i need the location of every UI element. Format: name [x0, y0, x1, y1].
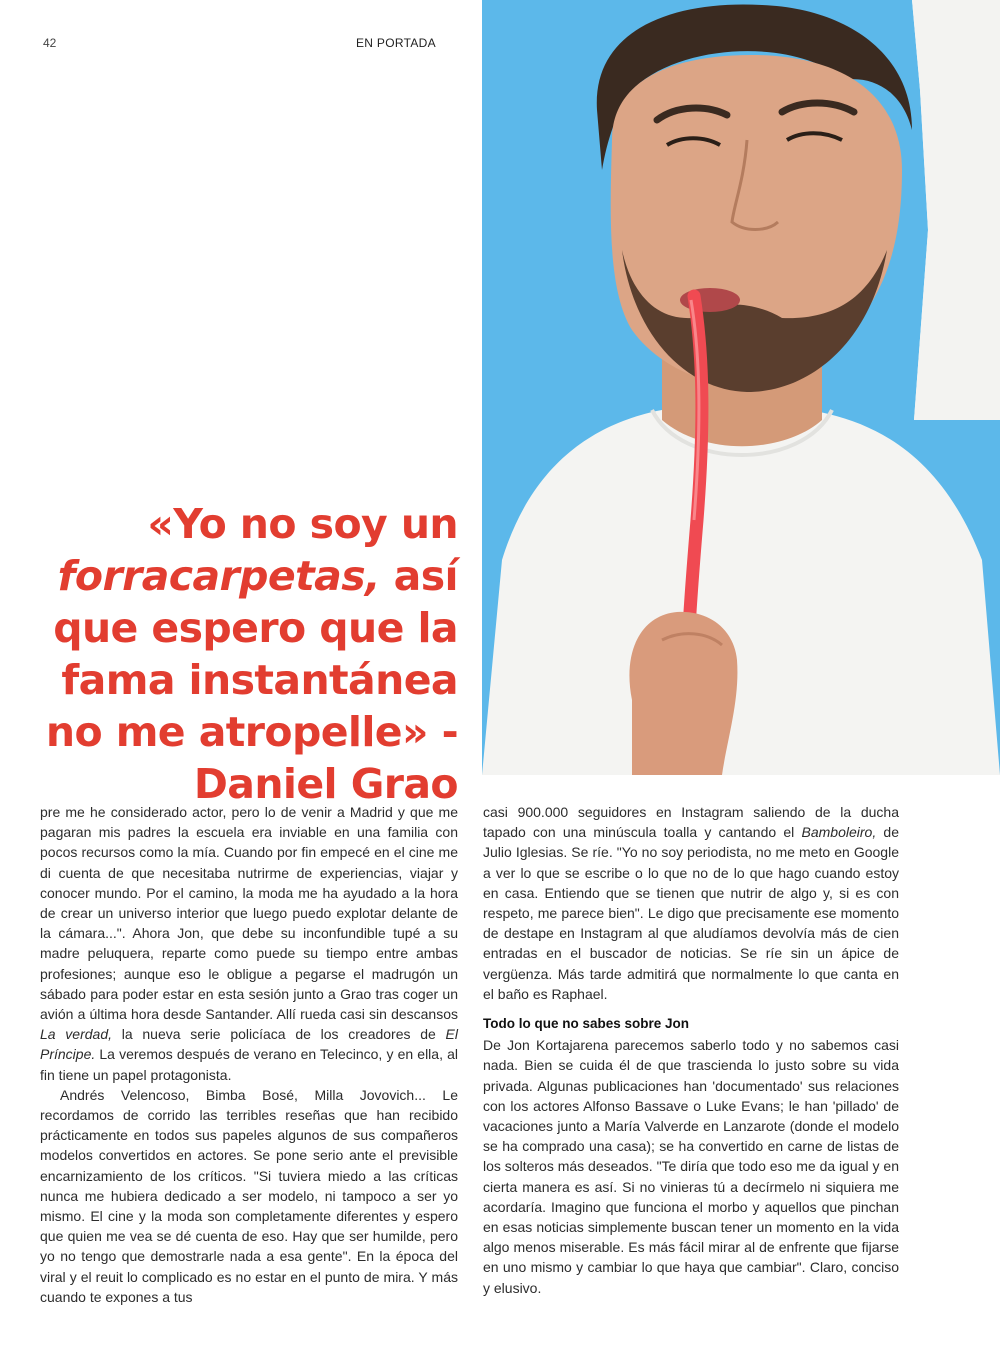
cover-photo	[482, 0, 1000, 775]
paragraph: De Jon Kortajarena parecemos saberlo todo y no sabemos casi nada. Bien se cuida él de que trascienda lo justo sobre su vida privada. Algunas publicaciones han 'documentado' sus relaciones con los actores Alfonso Bassave o Luke Evans; le han 'pillado' de vacaciones junto a María Valverde en Lanzarote (donde el modelo se ha comprado una casa); se ha convertido en carne de listas de los solteros más deseados. "Te diría que todo eso me da igual y en cierta manera es así. Si no vinieras tú a decírmelo ni siquiera me acordaría. Imagino que funciona el morbo y aquellos que pinchan en esas noticias simplemente buscan tener un momento en la vida algo menos miserable. Es más fácil mirar al de enfrente que fijarse en uno mismo y cambiar lo que haya que cambiar". Claro, conciso y elusivo.	[483, 1037, 899, 1296]
headline-quote	[40, 498, 458, 810]
section-label: EN PORTADA	[356, 36, 436, 50]
paragraph	[483, 802, 899, 1004]
page-number: 42	[43, 36, 57, 50]
paragraph-text: casi 900.000 seguidores en Instagram saliendo de la ducha tapado con una minúscula toalla y cantando el	[483, 804, 899, 841]
paragraph-text: La veremos después de verano en Telecinco, y en ella, al fin tiene un papel protagonista.	[40, 1046, 458, 1083]
paragraph-text: la nueva serie policíaca de los creadores de	[112, 1026, 446, 1043]
series-title: El Príncipe.	[40, 1026, 458, 1063]
headline-part1: «Yo no soy un	[147, 500, 458, 548]
headline-part2: así que espero que la fama instantánea no me atropelle» - Daniel Grao	[45, 552, 458, 808]
section-subheading: Todo lo que no sabes sobre Jon	[483, 1016, 690, 1032]
paragraph	[40, 802, 458, 1085]
song-title: Bamboleiro,	[801, 824, 877, 841]
paragraph-text: pre me he considerado actor, pero lo de venir a Madrid y que me pagaran mis padres la escuela era inviable en una familia con pocos recursos como la mía. Cuando por fin empecé en el cine me di cuenta de que necesitaba nutrirme de experiencias, viajar y conocer mundo. Por el camino, la moda me ha ayudado a la hora de crear un universo interior que luego puedo explotar delante de la cámara...". Ahora Jon, que debe su inconfundible tupé a su madre peluquera, reparte como puede su tiempo entre ambas profesiones; aunque eso le obligue a pegarse el madrugón un sábado para poder estar en esta sesión junto a Grao tras coger un avión a última hora desde Santander. Allí rueda casi sin descansos	[40, 804, 458, 1023]
series-title: La verdad,	[40, 1026, 113, 1043]
headline-italic-word: forracarpetas,	[57, 552, 380, 600]
article-column-left	[40, 802, 458, 1307]
paragraph-text: de Julio Iglesias. Se ríe. "Yo no soy periodista, no me meto en Google a ver lo que se escribe o lo que no de lo que hago cuando estoy en casa. Entiendo que se tienen que nutrir de algo y, si es con respeto, me parece bien". Le digo que precisamente ese momento de destape en Instagram al que aludíamos devolvía más de cien entradas en el buscador de noticias. Se ríe sin un ápice de vergüenza. Más tarde admitirá que normalmente lo que canta en el baño es Raphael.	[483, 824, 899, 1002]
paragraph: Andrés Velencoso, Bimba Bosé, Milla Jovovich... Le recordamos de corrido las terribles reseñas que han recibido prácticamente en todos sus papeles algunos de sus compañeros modelos convertidos en actores. Se pone serio ante el previsible encarnizamiento de los críticos. "Si tuviera miedo a las críticas nunca me hubiera dedicado a ser modelo, ni tampoco a ser yo mismo. El cine y la moda son completamente diferentes y espero que quien me vea se dé cuenta de eso. Hay que ser humilde, pero yo no tengo que demostrarle nada a esa gente". En la época del viral y el reuit lo complicado es no estar en el punto de mira. Y más cuando te expones a tus	[40, 1086, 458, 1305]
article-column-right	[483, 802, 899, 1298]
